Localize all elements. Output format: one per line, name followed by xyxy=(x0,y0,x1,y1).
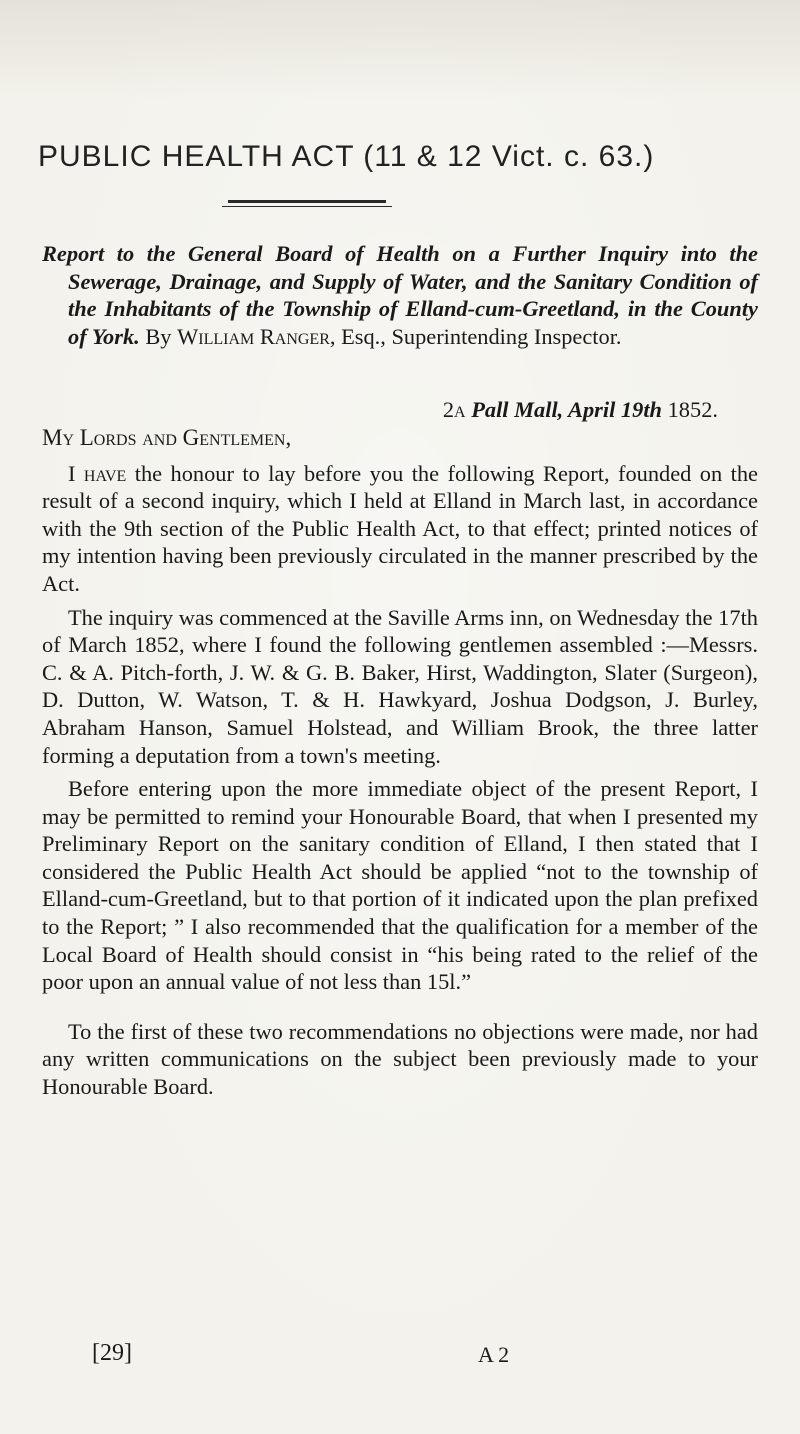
report-title-italic: Report to the General Board of Health on a Further Inquiry into the Sewerage, Drainage, and Supply of Water, and the Sanitary Condition of the Inhabitants of the Township of Elland-cum-Greetland, in the County of York. xyxy=(42,241,758,349)
title-rule-thick xyxy=(228,200,386,203)
report-by: By xyxy=(145,323,172,349)
paragraph-1-rest: the honour to lay before you the following Report, founded on the result of a second inquiry, which I held at Elland in March last, in accordance with the 9th section of the Public Health Act, to that effect; printed notices of my intention having been previously circulated in the manner prescribed by the Act. xyxy=(42,460,758,596)
running-title: PUBLIC HEALTH ACT (11 & 12 Vict. c. 63.) xyxy=(38,140,655,173)
paragraph-1-lead: I have xyxy=(68,460,127,486)
dateline-year: 1852. xyxy=(667,397,718,423)
page-folio: [29] xyxy=(92,1340,132,1366)
title-rule-thin xyxy=(222,206,392,207)
body-text xyxy=(42,240,758,1101)
dateline-prefix: 2a xyxy=(442,397,466,423)
paragraph-1 xyxy=(42,460,758,598)
paragraph-2: The inquiry was commenced at the Saville Arms inn, on Wednesday the 17th of March 1852, where I found the following gentlemen assembled :—Messrs. C. & A. Pitch-forth, J. W. & G. B. Baker, Hirst, Waddington, Slater (Surgeon), D. Dutton, W. Watson, T. & H. Hawkyard, Joshua Dodgson, J. Burley, Abraham Hanson, Samuel Holstead, and William Brook, the three latter forming a deputation from a town's meeting. xyxy=(42,604,758,768)
signature-mark: A 2 xyxy=(478,1342,510,1367)
report-author-suffix: , Esq., Superintending Inspector. xyxy=(329,323,622,349)
dateline-place-date: Pall Mall, April 19th xyxy=(471,397,662,423)
paragraph-3: Before entering upon the more immediate object of the present Report, I may be permitted to remind your Honourable Board, that when I presented my Preliminary Report on the sanitary condition of Elland, I then stated that I considered the Public Health Act should be applied “not to the township of Elland-cum-Greetland, but to that portion of it indicated upon the plan prefixed to the Report; ” I also recommended that the qualification for a member of the Local Board of Health should consist in “his being rated to the relief of the poor upon an annual value of not less than 15l.” xyxy=(42,776,758,995)
salutation: My Lords and Gentlemen, xyxy=(42,424,292,450)
bleed-through-shadow xyxy=(0,0,800,100)
dateline xyxy=(42,396,758,424)
report-title xyxy=(42,240,758,350)
paragraph-4: To the first of these two recommendations no objections were made, nor had any written communications on the subject been previously made to your Honourable Board. xyxy=(42,1018,758,1100)
report-author: William Ranger xyxy=(177,323,330,349)
